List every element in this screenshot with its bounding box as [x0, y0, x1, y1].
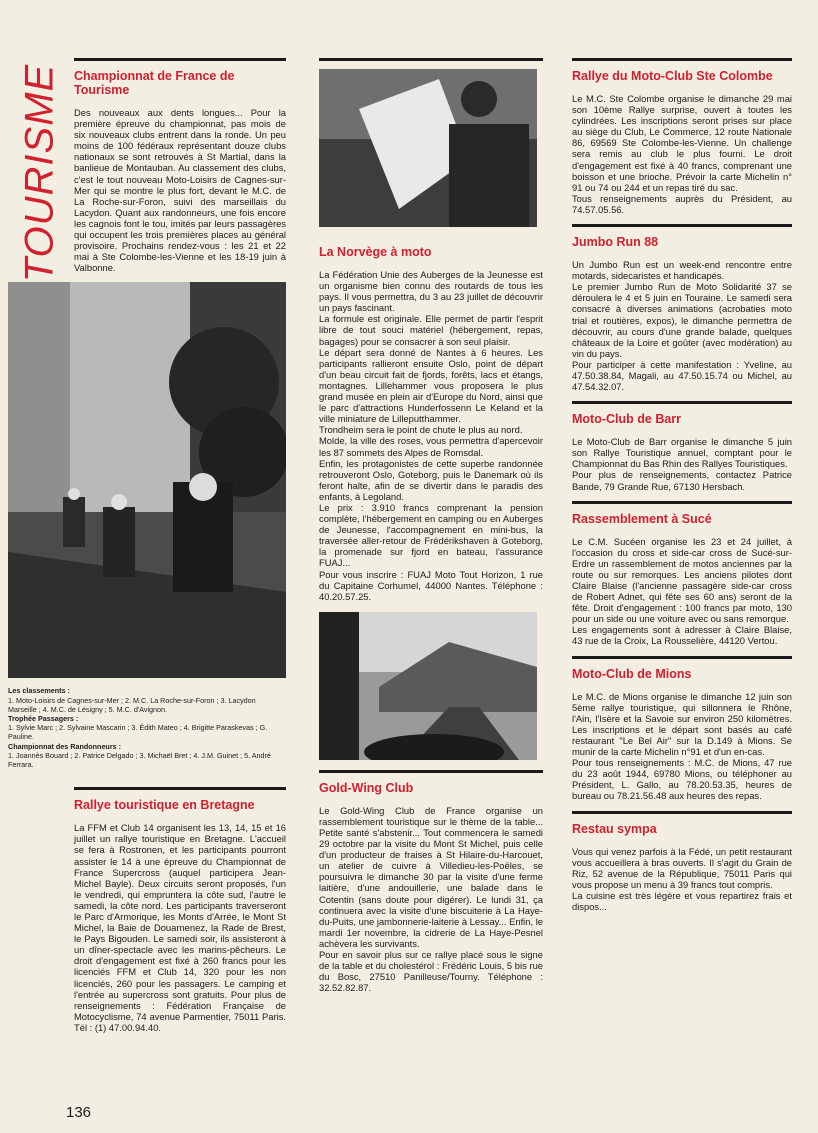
column-right [572, 58, 792, 912]
article-title: Gold-Wing Club [319, 780, 414, 795]
article-body: Des nouveaux aux dents longues... Pour la première épreuve du championnat, pas mois de six nouveaux clubs entrent dans la ronde. Un peu moins de 100 fédéraux représentant douze clubs nationaux se sont retrouvés à St Martial, dans la banlieue de Montauban. Au classement des clubs, c'est le tout nouveau Moto-Loisirs de Cagnes-sur-Mer qui se montre le plus fort, devant le M.C. de La Roche-sur-Foron, suivi des marseillais du Lacydon. Quant aux randonneurs, une fois encore les cagnois font le tou, imités par leurs passagères qui occupent les trois premières places au général provisoire. Prochains rendez-vous : les 21 et 22 mai à Ste Colombe-les-Vienne et les 18-19 juin à Valbonne. [74, 107, 286, 274]
article-rule [74, 58, 286, 61]
article-title: Moto-Club de Barr [572, 412, 682, 427]
paragraph: Les engagements sont à adresser à Claire Blaise, 43 rue de la Croix, La Rousselière, 44120 Vertou. [572, 624, 792, 647]
article-rule [74, 787, 286, 790]
article-body [572, 93, 792, 215]
column-middle [319, 58, 543, 993]
paragraph: La Fédération Unie des Auberges de la Jeunesse est un organisme bien connu des routards de tous les pays. Il vous permettra, du 3 au 23 juillet de découvrir un pays fascinant. [319, 269, 543, 314]
article-suce [572, 501, 792, 647]
photo-motorcyclists-town [8, 282, 286, 678]
paragraph: Pour tous renseignements : M.C. de Mions, 47 rue du 23 août 1944, 69780 Mions, ou téléphoner au Président, L. Gallo, au 78.20.53.35, heures de bureau ou 78.21.56.48 aux heures des repas. [572, 757, 792, 802]
article-body [319, 269, 543, 602]
article-body [319, 805, 543, 994]
article-title: Moto-Club de Mions [572, 666, 692, 681]
article-bretagne [74, 787, 286, 1033]
rankings-heading: Trophée Passagers : [8, 714, 79, 724]
paragraph: Vous qui venez parfois à la Fédé, un petit restaurant vous accueillera à bras ouverts. Il s'agit du Grain de Riz, 52 avenue de la République, 75011 Paris qui vous propose un menu à 39 francs tout compris. [572, 845, 792, 890]
paragraph: Le M.C. de Mions organise le dimanche 12 juin son 5ème rallye touristique, qui sillonnera le Rhône, l'Ain, l'Isère et la Savoie sur environ 250 kilomètres. Les inscriptions et le départ sont basés au café restaurant "Le Bel Air" sur la D.149 à Mions. Se munir de la carte Michelin n°91 et d'un en-cas. [572, 690, 792, 758]
article-rule [572, 501, 792, 504]
article-rule [572, 811, 792, 814]
paragraph: La cuisine est très légère et vous repartirez frais et dispos... [572, 889, 792, 912]
article-body [572, 846, 792, 913]
paragraph: Un Jumbo Run est un week-end rencontre entre motards, sidecaristes et handicapés. [572, 259, 792, 282]
paragraph: Pour participer à cette manifestation : Yveline, au 47.50.38.84, Magali, au 47.50.15.74 ou Michel, au 47.54.32.07. [572, 358, 792, 393]
article-ste-colombe [572, 58, 792, 215]
article-title: Rassemblement à Sucé [572, 511, 712, 526]
page-number: 136 [66, 1104, 92, 1121]
article-body [572, 691, 792, 802]
article-rule [572, 224, 792, 227]
paragraph: Pour en savoir plus sur ce rallye placé sous le signe de la table et du cholestérol : Frédéric Louis, 5 bis rue du Bosc, 27510 Panilleuse/Tourny. Téléphone : 32.52.82.87. [319, 949, 543, 994]
article-rule [572, 58, 792, 61]
column-left [8, 58, 286, 1033]
paragraph: La formule est originale. Elle permet de partir l'esprit libre de tout souci matériel (hébergement, repas, bagages) pour se consacrer à son seul plaisir. [319, 313, 543, 347]
article-restau [572, 811, 792, 913]
article-barr [572, 401, 792, 491]
article-title: Championnat de France de Tourisme [74, 69, 235, 97]
paragraph: Le premier Jumbo Run de Moto Solidarité 37 se déroulera le 4 et 5 juin en Touraine. Le samedi sera consacré à diverses animations (acrobaties moto trial et routières, expos), le dimanche permettra de découvrir, au cours d'une grande balade, quelques châteaux de la Loire et goûter (avec modération) au vin du pays. [572, 281, 792, 359]
rankings-text: 1. Joannès Bouard ; 2. Patrice Delgado ; 3. Michaël Bret ; 4. J.M. Guinet ; 5. André Ferrara. [8, 750, 271, 770]
article-rule [572, 656, 792, 659]
paragraph: Pour vous inscrire : FUAJ Moto Tout Horizon, 1 rue du Capitaine Corhumel, 44000 Nantes. Téléphone : 40.20.57.25. [319, 568, 543, 602]
photo-illustration [8, 282, 286, 678]
article-body [572, 536, 792, 647]
rankings-text: 1. Moto-Loisirs de Cagnes-sur-Mer ; 2. M.C. La Roche-sur-Foron ; 3. Lacydon Marseille ; 4. M.C. de Lésigny ; 5. M.C. d'Avignon. [8, 695, 256, 714]
rankings-heading: Championnat des Randonneurs : [8, 741, 122, 751]
photo-illustration [319, 612, 537, 760]
paragraph: Tous renseignements auprès du Président, au 74.57.05.56. [572, 192, 792, 215]
article-title: Jumbo Run 88 [572, 235, 659, 250]
photo-mountain-road [319, 612, 537, 760]
article-title: Restau sympa [572, 821, 657, 836]
article-mions [572, 656, 792, 802]
article-rule [319, 58, 543, 61]
article-rule [319, 770, 543, 773]
rankings-heading: Les classements : [8, 686, 70, 696]
paragraph: Le Moto-Club de Barr organise le dimanche 5 juin son Rallye Touristique annuel, comptant pour le Championnat du Bas Rhin des Rallyes Touristiques. [572, 436, 792, 470]
paragraph: Le M.C. Ste Colombe organise le dimanche 29 mai son 10ème Rallye surprise, ouvert à toutes les cylindrées. Les inscriptions seront prises sur place au siège du Club, Le Commerce, 12 route Nationale 86, 69569 Ste Colombe-les-Vienne. Un challenge sera remis au club le plus fourni. Le droit d'engagement est fixé à 40 francs, comprenant une boisson et une brioche. Prévoir la carte Michelin n° 91 ou 74 ou 244 et un repas tiré du sac. [572, 93, 792, 193]
article-championnat [74, 58, 286, 273]
paragraph: Le départ sera donné de Nantes à 6 heures. Les participants rallieront ensuite Oslo, point de départ d'un beau circuit fait de fjords, forêts, lacs et étangs, montagnes. Lillehammer vous proposera le plus grand musée en plein air d'Europe du Nord, ainsi que le parc d'attractions Hunderfossenn Le Keland et la ville miniature de Lilleputthammer. [319, 346, 543, 425]
article-title: La Norvège à moto [319, 245, 432, 259]
article-rule [572, 401, 792, 404]
paragraph: Le C.M. Sucéen organise les 23 et 24 juillet, à l'occasion du cross et side-car cross de Sucé-sur-Erdre un rassemblement de motos anciennes par la route ou sur remorques. Les anciens pilotes dont Claire Blaise (l'ancienne passagère side-car cross de Robert Adnet, qui fête ses 60 ans) seront de la fête. Droit d'engagement : 100 francs par moto, 130 pour un side ou une voiture avec ou sans remorque. [572, 535, 792, 625]
paragraph: Pour plus de renseignements, contactez Patrice Bande, 79 Grande Rue, 67130 Hersbach. [572, 469, 792, 492]
paragraph: Trondheim sera le point de chute le plus au nord. [319, 424, 523, 436]
photo-illustration [319, 69, 537, 227]
paragraph: Molde, la ville des roses, vous permettra d'apercevoir les 87 sommets des Alpes de Romsdal. [319, 435, 543, 458]
paragraph: Le prix : 3.910 francs comprenant la pension complète, l'hébergement en camping ou en Auberges de Jeunesse, l'accompagnement en mini-bus, la traversée aller-retour de Frédérikshaven à Goteborg, la promenade sur fjord en bateau, l'assurance FUAJ... [319, 501, 543, 569]
article-jumbo-run [572, 224, 792, 392]
section-label-text: TOURISME [17, 63, 62, 283]
article-title: Rallye touristique en Bretagne [74, 798, 255, 813]
paragraph: Enfin, les protagonistes de cette superbe randonnée retrouveront Oslo, Goteborg, puis le Danemark où ils feront halte, afin de se divertir dans le paradis des enfants, à Legoland. [319, 457, 543, 502]
article-body [572, 436, 792, 491]
paragraph: Le Gold-Wing Club de France organise un rassemblement touristique sur le thème de la table... Petite santé s'abstenir... Tout commencera le samedi 29 octobre par la visite du Mont St Michel, puis celle d'un producteur de fraises à St Hilaire-du-Harcouet, un atelier de cuivre à Villedieu-les-Poëles, se poursuivra le dimanche 30 par la visite d'une ferme laitière, d'une andouillerie, une balade dans le Cotentin (sans doute pour digérer). Le lundi 31, ça continuera avec la visite d'une biscuiterie à La Haye-du-Puits, une jambonnerie-laiterie à Lessay... Enfin, le mardi 1er novembre, la cidrerie de La Haye-Pesnel achèvera les survivants. [319, 804, 543, 949]
rankings-box [8, 686, 286, 769]
article-title: Rallye du Moto-Club Ste Colombe [572, 69, 773, 83]
article-body [572, 259, 792, 392]
article-body: La FFM et Club 14 organisent les 13, 14, 15 et 16 juillet un rallye touristique en Bretagne. L'accueil se fera à Rostronen, et les participants pourront assister le 14 à une épreuve du Championnat de France Supercross (auquel participera Jean-Michel Bayle). Deux circuits seront proposés, l'un le vendredi, qui empruntera la côte sud, l'autre le samedi, la côte nord. Les participants traverseront le Parc d'Armorique, les Monts d'Arrée, le Mont St Michel, la Baie de Douarnenez, la Rade de Brest, le Pays Bigouden. Le samedi soir, ils assisteront à un dîner-spectacle avec les marins-pêcheurs. Le droit d'engagement est fixé à 260 francs pour les licenciés FFM et Club 14, 320 pour les non licenciés, 260 pour les passagers. Le camping et l'entrée au supercross sont gratuits. Pour plus de renseignements : Fédération Française de Motocyclisme, 74 avenue Parmentier, 75011 Paris. Tél : (1) 47.00.94.40. [74, 822, 286, 1033]
rankings-text: 1. Sylvie Marc ; 2. Sylvaine Mascarin ; 3. Édith Mateo ; 4. Brigitte Paraskevas ; G. Pauline. [8, 723, 268, 742]
photo-rider-with-map [319, 69, 537, 227]
